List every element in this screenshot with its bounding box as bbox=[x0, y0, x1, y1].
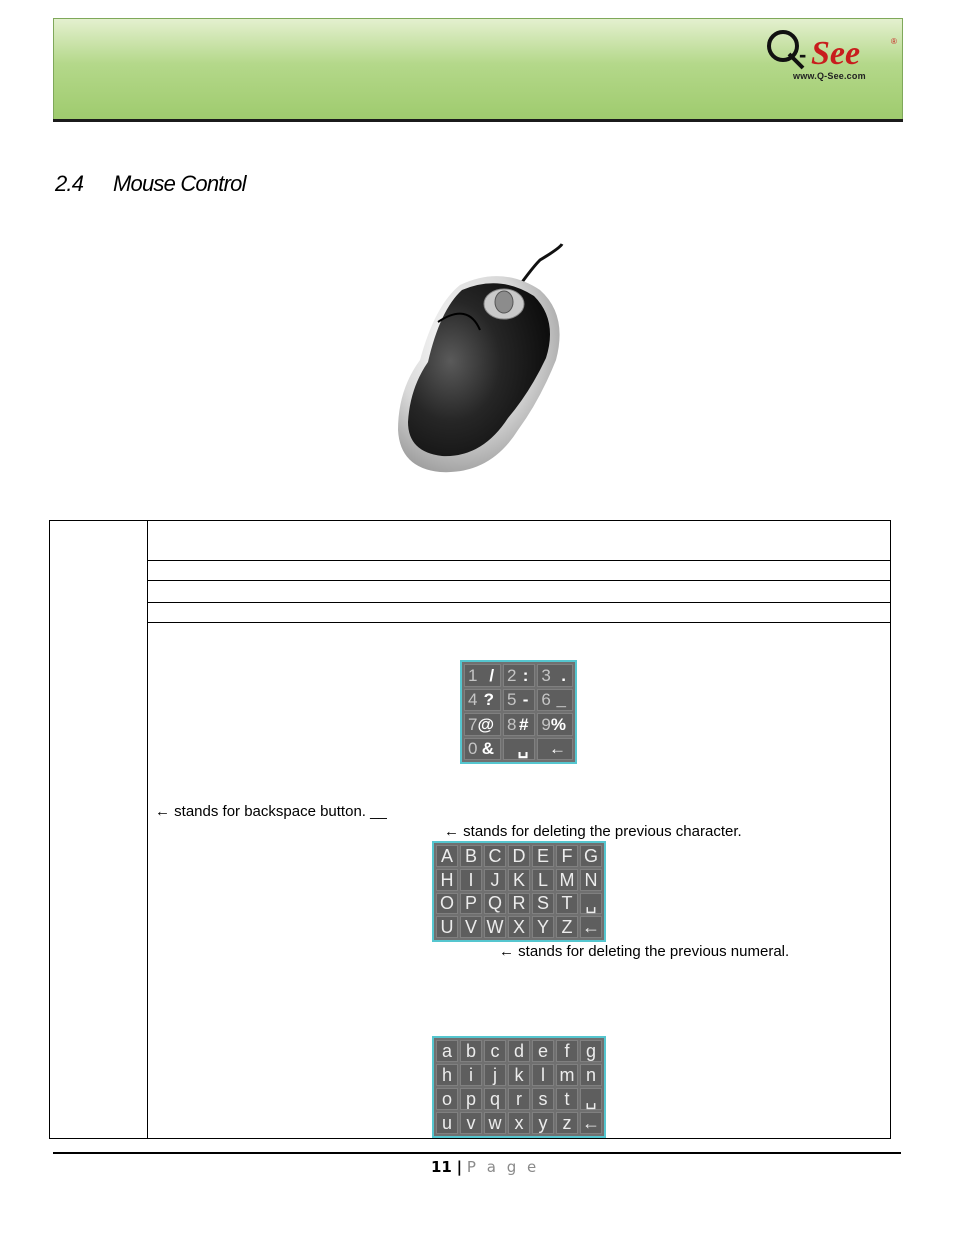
keyboard-key[interactable]: F bbox=[556, 845, 578, 867]
key-symbol: - bbox=[522, 690, 529, 710]
keyboard-key[interactable]: c bbox=[484, 1040, 506, 1062]
key-digit: 0 bbox=[468, 739, 478, 759]
key-symbol: . bbox=[561, 665, 566, 685]
keyboard-key[interactable] bbox=[464, 689, 501, 712]
keyboard-key[interactable]: ␣ bbox=[580, 893, 602, 915]
keyboard-key[interactable]: J bbox=[484, 869, 506, 891]
keyboard-key[interactable]: x bbox=[508, 1112, 530, 1134]
key-digit: 1 bbox=[468, 665, 478, 685]
table-row-divider bbox=[148, 560, 890, 561]
page-label: P a g e bbox=[466, 1158, 540, 1176]
footer-separator: | bbox=[456, 1158, 463, 1176]
footer-rule bbox=[53, 1152, 901, 1154]
keyboard-key[interactable] bbox=[464, 664, 501, 687]
keyboard-key[interactable] bbox=[503, 664, 535, 687]
keyboard-key[interactable]: O bbox=[436, 893, 458, 915]
keyboard-key[interactable]: P bbox=[460, 893, 482, 915]
keyboard-key[interactable] bbox=[537, 713, 573, 736]
keyboard-key[interactable]: i bbox=[460, 1064, 482, 1086]
keyboard-key[interactable]: V bbox=[460, 916, 482, 938]
keyboard-key[interactable]: m bbox=[556, 1064, 578, 1086]
keyboard-key[interactable]: p bbox=[460, 1088, 482, 1110]
keyboard-key[interactable]: Z bbox=[556, 916, 578, 938]
keyboard-key[interactable]: f bbox=[556, 1040, 578, 1062]
key-digit: 8 bbox=[507, 714, 517, 734]
keyboard-key[interactable]: j bbox=[484, 1064, 506, 1086]
keyboard-key[interactable] bbox=[464, 713, 501, 736]
key-symbol: % bbox=[550, 714, 566, 734]
keyboard-key[interactable]: h bbox=[436, 1064, 458, 1086]
keyboard-key[interactable]: C bbox=[484, 845, 506, 867]
key-symbol: / bbox=[489, 665, 495, 685]
key-digit: 2 bbox=[507, 665, 517, 685]
table-row-divider bbox=[148, 602, 890, 603]
key-symbol: & bbox=[481, 739, 495, 759]
key-symbol: ? bbox=[483, 690, 495, 710]
table-column-divider bbox=[147, 521, 148, 1138]
header-rule bbox=[53, 119, 903, 122]
keyboard-key[interactable]: S bbox=[532, 893, 554, 915]
keyboard-key[interactable]: d bbox=[508, 1040, 530, 1062]
key-symbol: ← bbox=[549, 739, 566, 759]
keyboard-key[interactable]: o bbox=[436, 1088, 458, 1110]
keyboard-key[interactable]: G bbox=[580, 845, 602, 867]
keyboard-key[interactable]: u bbox=[436, 1112, 458, 1134]
keyboard-key[interactable]: T bbox=[556, 893, 578, 915]
lowercase-keyboard bbox=[432, 1036, 606, 1138]
keyboard-key[interactable]: y bbox=[532, 1112, 554, 1134]
key-digit: 6 bbox=[541, 690, 551, 710]
numeral-delete-note: ← stands for deleting the previous numeral. bbox=[499, 943, 790, 960]
backspace-note: ← stands for backspace button. __ bbox=[155, 803, 387, 820]
key-symbol: : bbox=[522, 665, 529, 685]
page-number: 11 bbox=[431, 1158, 452, 1176]
key-symbol: _ bbox=[556, 690, 566, 710]
key-digit: 3 bbox=[541, 665, 551, 685]
svg-text:-: - bbox=[799, 42, 807, 67]
keyboard-key[interactable] bbox=[537, 738, 573, 761]
keyboard-key[interactable]: A bbox=[436, 845, 458, 867]
keyboard-key[interactable]: a bbox=[436, 1040, 458, 1062]
keyboard-key[interactable]: ← bbox=[582, 917, 600, 938]
keyboard-key[interactable] bbox=[537, 689, 573, 712]
key-symbol: @ bbox=[477, 714, 495, 734]
key-symbol: # bbox=[518, 714, 529, 734]
section-heading bbox=[55, 171, 246, 197]
keyboard-key[interactable]: N bbox=[580, 869, 602, 891]
keyboard-key[interactable]: n bbox=[580, 1064, 602, 1086]
mouse-photo bbox=[390, 240, 585, 485]
keyboard-key[interactable]: D bbox=[508, 845, 530, 867]
page-footer bbox=[431, 1158, 539, 1176]
keyboard-key[interactable]: L bbox=[532, 869, 554, 891]
keyboard-key[interactable]: g bbox=[580, 1040, 602, 1062]
alpha-delete-note: ← stands for deleting the previous character. bbox=[444, 823, 742, 840]
keyboard-key[interactable] bbox=[503, 713, 535, 736]
keyboard-key[interactable] bbox=[503, 689, 535, 712]
keyboard-key[interactable]: r bbox=[508, 1088, 530, 1110]
keyboard-key[interactable]: U bbox=[436, 916, 458, 938]
keyboard-key[interactable]: t bbox=[556, 1088, 578, 1110]
table-row-divider bbox=[148, 580, 890, 581]
keyboard-key[interactable]: H bbox=[436, 869, 458, 891]
table-row-divider bbox=[148, 622, 890, 623]
section-title: Mouse Control bbox=[113, 171, 246, 196]
key-symbol: ␣ bbox=[517, 739, 529, 759]
logo-url: www.Q-See.com bbox=[793, 71, 866, 81]
keyboard-key[interactable]: ␣ bbox=[580, 1088, 602, 1110]
keyboard-key[interactable]: E bbox=[532, 845, 554, 867]
key-digit: 4 bbox=[468, 690, 478, 710]
svg-text:See: See bbox=[811, 35, 861, 72]
key-digit: 9 bbox=[541, 714, 551, 734]
keyboard-key[interactable]: ← bbox=[582, 1113, 600, 1133]
key-digit: 7 bbox=[468, 714, 478, 734]
keyboard-key[interactable]: I bbox=[460, 869, 482, 891]
section-number: 2.4 bbox=[55, 171, 84, 196]
keyboard-key[interactable] bbox=[503, 738, 535, 761]
keyboard-key[interactable]: z bbox=[556, 1112, 578, 1134]
keyboard-key[interactable]: q bbox=[484, 1088, 506, 1110]
keyboard-key[interactable]: X bbox=[508, 916, 530, 938]
keyboard-key[interactable]: l bbox=[532, 1064, 554, 1086]
keyboard-key[interactable]: B bbox=[460, 845, 482, 867]
svg-text:®: ® bbox=[891, 37, 897, 46]
keyboard-key[interactable]: W bbox=[484, 916, 506, 938]
keyboard-key[interactable]: M bbox=[556, 869, 578, 891]
keyboard-key[interactable]: Q bbox=[484, 893, 506, 915]
keyboard-key[interactable]: w bbox=[484, 1112, 506, 1134]
keyboard-key[interactable]: R bbox=[508, 893, 530, 915]
keyboard-key[interactable]: e bbox=[532, 1040, 554, 1062]
keyboard-key[interactable]: b bbox=[460, 1040, 482, 1062]
uppercase-keyboard bbox=[432, 841, 606, 942]
numeric-keyboard bbox=[460, 660, 577, 764]
key-digit: 5 bbox=[507, 690, 517, 710]
keyboard-key[interactable]: v bbox=[460, 1112, 482, 1134]
keyboard-key[interactable] bbox=[537, 664, 573, 687]
keyboard-key[interactable]: Y bbox=[532, 916, 554, 938]
keyboard-key[interactable]: K bbox=[508, 869, 530, 891]
keyboard-key[interactable] bbox=[464, 738, 501, 761]
keyboard-key[interactable]: s bbox=[532, 1088, 554, 1110]
keyboard-key[interactable]: k bbox=[508, 1064, 530, 1086]
